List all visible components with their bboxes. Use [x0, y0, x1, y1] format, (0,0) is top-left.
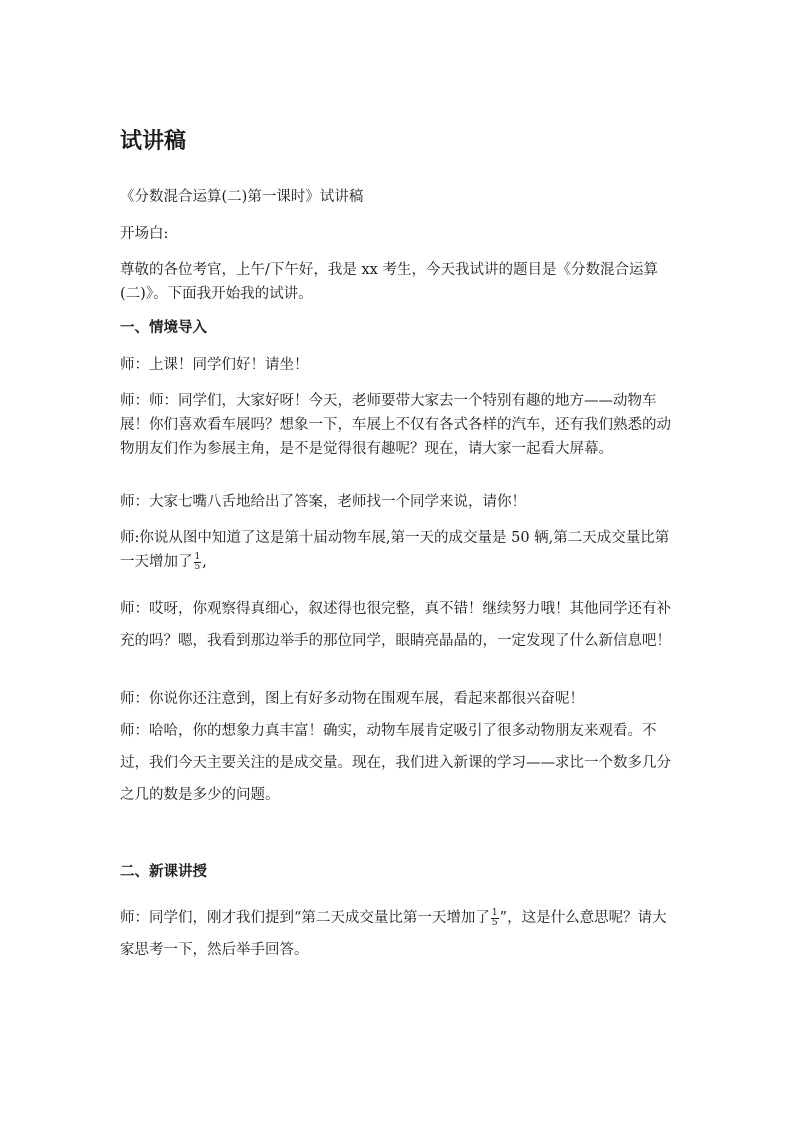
paragraph-with-fraction — [120, 526, 676, 574]
document-title: 试讲稿 — [120, 129, 187, 154]
paragraph-text: 师：同学们，刚才我们提到“第二天成交量比第一天增加了 — [120, 910, 490, 926]
section-heading-new-lesson: 二、新课讲授 — [120, 864, 207, 880]
fraction-denominator: 5 — [491, 917, 498, 928]
paragraph-text: 师:你说从图中知道了这是第十届动物车展,第一天的成交量是 50 辆,第二天成交量比第一天增加了 — [120, 530, 670, 570]
opening-label: 开场白: — [120, 226, 169, 242]
paragraph: 师：哈哈，你的想象力真丰富！确实，动物车展肯定吸引了很多动物朋友来观看。不过，我们今天主要关注的是成交量。现在，我们进入新课的学习——求比一个数多几分之几的数是多少的问题。 — [120, 723, 671, 803]
paragraph: 师：哎呀，你观察得真细心，叙述得也很完整，真不错！继续努力哦！其他同学还有补充的吗？嗯，我看到那边举手的那位同学，眼睛亮晶晶的，一定发现了什么新信息吧！ — [120, 601, 671, 649]
fraction-numerator: 1 — [194, 551, 201, 562]
fraction-denominator: 5 — [194, 561, 201, 572]
paragraph-text: , — [202, 554, 207, 570]
paragraph: 师：你说你还注意到，图上有好多动物在围观车展，看起来都很兴奋呢！ — [120, 691, 584, 707]
paragraph: 师：大家七嘴八舌地给出了答案，老师找一个同学来说，请你！ — [120, 494, 526, 510]
paragraph-text: ”，这是什么意思呢？请大家思考一下，然后举手回答。 — [120, 910, 667, 958]
fraction — [491, 909, 499, 928]
paragraph: 师：上课！同学们好！请坐！ — [120, 357, 309, 373]
fraction-numerator: 1 — [491, 907, 498, 918]
section-heading-intro: 一、情境导入 — [120, 320, 207, 336]
paragraph: 师：师：同学们，大家好呀！今天，老师要带大家去一个特别有趣的地方——动物车展！你们喜欢看车展吗？想象一下，车展上不仅有各式各样的汽车，还有我们熟悉的动物朋友们作为参展主角，是不是觉得很有趣呢？现在，请大家一起看大屏幕。 — [120, 393, 671, 457]
paragraph-with-fraction — [120, 902, 676, 966]
lecture-subtitle: 《分数混合运算(二)第一课时》试讲稿 — [120, 189, 364, 205]
fraction — [194, 553, 202, 572]
opening-paragraph: 尊敬的各位考官，上午/下午好，我是 xx 考生，今天我试讲的题目是《分数混合运算(二)》。下面我开始我的试讲。 — [120, 262, 658, 302]
